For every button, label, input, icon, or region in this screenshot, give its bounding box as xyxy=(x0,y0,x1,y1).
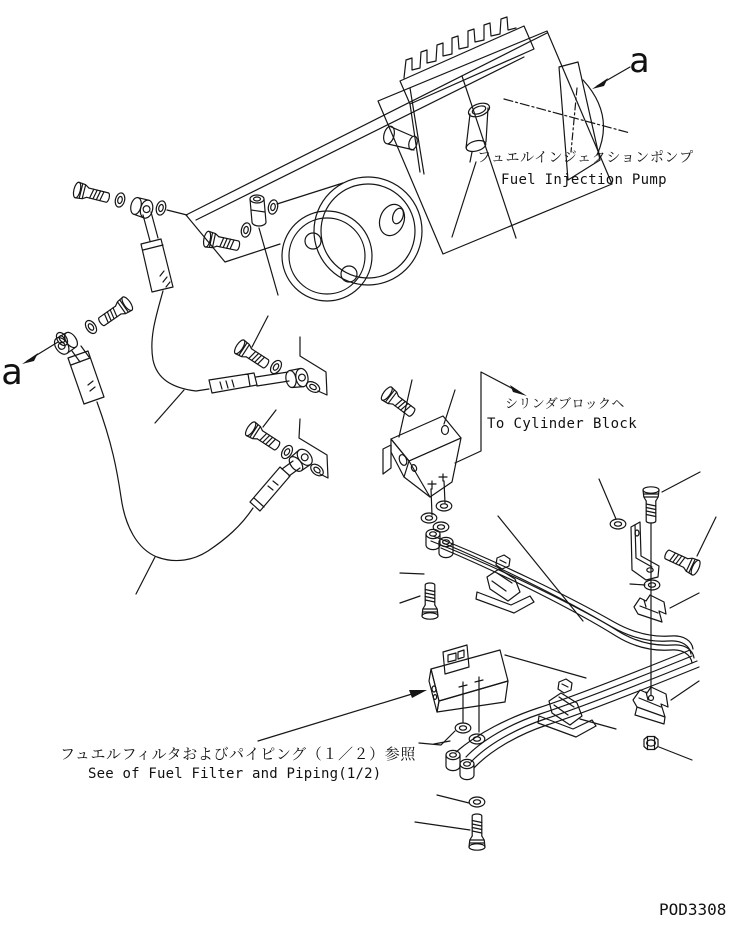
filter-ref-arrow-head xyxy=(409,690,427,698)
clamp-bracket-assembly xyxy=(610,487,702,750)
fuel-pipe-upper-run xyxy=(421,501,694,663)
pipe-clamp-lower xyxy=(538,679,596,737)
filter-ref-label-jp: フュエルフィルタおよびパイピング（１／２）参照 xyxy=(60,745,416,763)
view-label-a-left: a xyxy=(1,352,23,393)
fuel-hose-lower xyxy=(52,295,326,560)
cylinder-block-label-jp: シリンダブロックヘ xyxy=(505,397,625,412)
pump-label-en: Fuel Injection Pump xyxy=(501,172,667,188)
view-arrow-left-head xyxy=(22,353,38,364)
pump-bracket xyxy=(379,385,461,515)
pump-label-jp: フュエルインジェクションポンプ xyxy=(477,150,694,166)
view-arrow-right-head xyxy=(592,78,608,89)
cylinder-block-label-en: To Cylinder Block xyxy=(487,416,638,432)
drawing-number: POD3308 xyxy=(659,900,727,919)
fuel-pipe-lower-run xyxy=(446,650,699,850)
to-cylinder-arrow-head xyxy=(510,385,527,396)
fuel-filter-block xyxy=(429,645,508,744)
filter-ref-label-en: See of Fuel Filter and Piping(1/2) xyxy=(88,766,382,782)
fuel-hose-upper xyxy=(72,181,321,394)
view-label-a-right: a xyxy=(629,41,650,81)
pump-mount-hardware xyxy=(202,195,279,254)
